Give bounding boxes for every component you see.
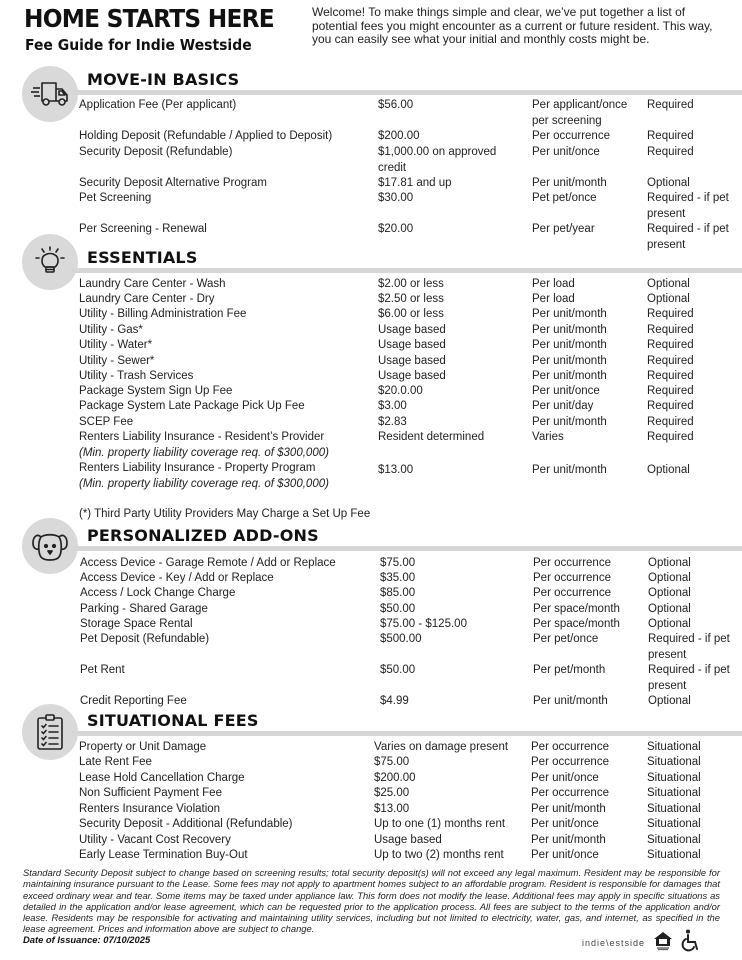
section-divider: [72, 731, 742, 736]
fee-name: Parking - Shared Garage: [80, 603, 208, 615]
fee-amount: $75.00 - $125.00: [380, 618, 467, 630]
fee-status: Required - if pet present: [648, 633, 730, 661]
fee-status: Required: [647, 431, 694, 443]
page-subtitle: Fee Guide for Indie Westside: [25, 36, 252, 54]
fee-frequency: Per unit/month: [532, 464, 607, 476]
fee-frequency: Per unit/month: [531, 803, 606, 815]
fee-frequency: Per unit/once: [531, 849, 599, 861]
fee-note: (Min. property liability coverage req. of $300,000): [79, 477, 329, 490]
fee-amount: $50.00: [380, 664, 416, 676]
fee-name: Pet Rent: [80, 664, 125, 676]
footer-logos: [582, 931, 701, 955]
section-title: SITUATIONAL FEES: [87, 711, 259, 730]
fee-name: Utility - Gas*: [79, 324, 143, 336]
fee-frequency: Per unit/month: [532, 324, 607, 336]
fee-name: Early Lease Termination Buy-Out: [79, 849, 248, 861]
fee-frequency: Per unit/month: [532, 339, 607, 351]
fee-frequency: Per load: [532, 293, 575, 305]
fee-amount: Varies on damage present: [374, 741, 509, 753]
fee-amount: $500.00: [380, 633, 422, 645]
page-header: [0, 0, 742, 60]
fee-name: Late Rent Fee: [79, 756, 152, 768]
fee-frequency: Per pet/once: [533, 633, 599, 645]
fee-name: Utility - Water*: [79, 339, 153, 351]
fee-status: Situational: [647, 834, 701, 846]
fee-name: Access / Lock Change Charge: [80, 587, 236, 599]
fee-status: Optional: [647, 278, 690, 290]
fee-frequency: Varies: [532, 431, 564, 443]
fee-status: Situational: [647, 741, 701, 753]
fee-status: Optional: [647, 177, 690, 189]
fee-amount: $2.00 or less: [378, 278, 444, 290]
fee-status: Required: [647, 355, 694, 367]
fee-frequency: Per occurrence: [531, 741, 609, 753]
fee-amount: $75.00: [374, 756, 410, 768]
fee-status: Situational: [647, 787, 701, 799]
fee-name: Access Device - Key / Add or Replace: [80, 572, 274, 584]
fee-status: Required: [647, 370, 694, 382]
fee-amount: Usage based: [374, 834, 442, 846]
fee-frequency: Per space/month: [533, 618, 620, 630]
fee-name-text: Renters Liability Insurance - Property Program: [79, 462, 316, 474]
fee-name: Per Screening - Renewal: [79, 223, 207, 235]
fee-status: Optional: [648, 557, 691, 569]
disclaimer-text: Standard Security Deposit subject to change based on screening results; total security deposit(s) will not exceed any legal maximum. Resident may be responsible for maintaining insurance pursuant to the Lease. Some fees may not apply to apartment homes subject to an affordable program. Resident is responsible for damages that exceed ordinary wear and tear. Some items may be taxed under appliance law. This form does not modify the lease. Additional fees may apply in specific situations as detailed in the application and/or lease agreement, which can be requested prior to the application process. All fees are subject to the terms of the application and/or lease. Residents may be responsible for activating and maintaining utility services, including but not limited to electricity, water, gas, and internet, as specified in the lease agreement. Prices and information above are subject to change.: [23, 867, 720, 935]
fee-amount: $75.00: [380, 557, 416, 569]
fee-status: Required: [647, 146, 694, 158]
fee-status: Situational: [647, 756, 701, 768]
fee-status: Required: [647, 416, 694, 428]
section-divider: [72, 90, 742, 95]
fee-name: Laundry Care Center - Dry: [79, 293, 215, 305]
fee-frequency: Per occurrence: [533, 557, 611, 569]
section-title: ESSENTIALS: [87, 248, 198, 267]
fee-frequency: Per unit/once: [531, 818, 599, 830]
welcome-text: Welcome! To make things simple and clear, we’ve put together a list of potential fees you might encounter as a current or future resident. This way, you can easily see what your initial and monthly costs might be.: [312, 5, 713, 46]
fee-name: Security Deposit - Additional (Refundable): [79, 818, 293, 830]
fee-amount: Resident determined: [378, 431, 485, 443]
fee-frequency: Per space/month: [533, 603, 620, 615]
fee-name: [79, 430, 369, 461]
fee-name: Credit Reporting Fee: [80, 695, 187, 707]
fee-frequency: Per unit/once: [531, 772, 599, 784]
fee-name-text: Renters Liability Insurance - Resident’s Provider: [79, 431, 325, 443]
clipboard-checklist-icon: [22, 704, 78, 760]
fee-amount: Usage based: [378, 324, 446, 336]
fee-status: Required: [647, 339, 694, 351]
fee-status: Required: [647, 385, 694, 397]
fee-status: Optional: [648, 695, 691, 707]
indie-westside-logo: indie\estside: [582, 938, 646, 948]
page-title: HOME STARTS HERE: [24, 4, 274, 33]
issuance-date: Date of Issuance: 07/10/2025: [23, 934, 151, 945]
fee-amount: $56.00: [378, 99, 414, 111]
utility-footnote: (*) Third Party Utility Providers May Charge a Set Up Fee: [79, 508, 371, 520]
fee-amount: $20.0.00: [378, 385, 423, 397]
fee-amount: $20.00: [378, 223, 414, 235]
fee-amount: $17.81 and up: [378, 177, 452, 189]
section-title: PERSONALIZED ADD-ONS: [87, 526, 319, 545]
truck-icon: [22, 66, 78, 122]
fee-name: Lease Hold Cancellation Charge: [79, 772, 245, 784]
fee-name: Access Device - Garage Remote / Add or Replace: [80, 557, 336, 569]
fee-status: Required - if pet present: [648, 664, 730, 692]
fee-amount: $1,000.00 on approved credit: [378, 146, 497, 174]
fee-frequency: Per occurrence: [533, 587, 611, 599]
section-divider: [72, 268, 742, 273]
fee-name: Security Deposit (Refundable): [79, 146, 233, 158]
fee-status: Optional: [648, 603, 691, 615]
fee-frequency: Per load: [532, 278, 575, 290]
fee-amount: Usage based: [378, 355, 446, 367]
fee-amount: Usage based: [378, 339, 446, 351]
fee-frequency: Per unit/month: [532, 355, 607, 367]
section-title: MOVE-IN BASICS: [87, 70, 240, 89]
fee-amount: $50.00: [380, 603, 416, 615]
fee-amount: $6.00 or less: [378, 308, 444, 320]
fee-amount: $35.00: [380, 572, 416, 584]
fee-name: Utility - Trash Services: [79, 370, 194, 382]
fee-amount: Usage based: [378, 370, 446, 382]
fee-amount: Up to one (1) months rent: [374, 818, 506, 830]
fee-frequency: Per unit/month: [532, 416, 607, 428]
fee-status: Required: [647, 400, 694, 412]
fee-name: Renters Insurance Violation: [79, 803, 221, 815]
fee-name: Package System Late Package Pick Up Fee: [79, 400, 305, 412]
fee-frequency: Per unit/once: [532, 385, 600, 397]
fee-status: Required: [647, 324, 694, 336]
fee-status: Required: [647, 308, 694, 320]
fee-amount: $2.50 or less: [378, 293, 444, 305]
fee-frequency: Per pet/month: [533, 664, 606, 676]
fee-amount: $25.00: [374, 787, 410, 799]
fee-frequency: Per occurrence: [531, 787, 609, 799]
fee-frequency: Per unit/month: [531, 834, 606, 846]
fee-name: Utility - Billing Administration Fee: [79, 308, 247, 320]
equal-housing-opportunity-icon: [653, 931, 673, 956]
lightbulb-icon: [22, 234, 78, 290]
fee-status: Optional: [648, 572, 691, 584]
fee-frequency: Per unit/month: [532, 177, 607, 189]
fee-name: SCEP Fee: [79, 416, 134, 428]
fee-frequency: Per occurrence: [532, 130, 610, 142]
fee-name: Storage Space Rental: [80, 618, 193, 630]
fee-name: Utility - Sewer*: [79, 355, 155, 367]
fee-status: Required: [647, 99, 694, 111]
fee-name: Utility - Vacant Cost Recovery: [79, 834, 231, 846]
fee-status: Required - if pet present: [647, 192, 729, 220]
fee-amount: $2.83: [378, 416, 407, 428]
fee-amount: $3.00: [378, 400, 407, 412]
dog-icon: [22, 518, 78, 574]
fee-amount: $4.99: [380, 695, 409, 707]
fee-name: [79, 461, 369, 492]
fee-status: Required: [647, 130, 694, 142]
fee-amount: $200.00: [374, 772, 416, 784]
fee-frequency: Per unit/month: [533, 695, 608, 707]
fee-frequency: Per unit/day: [532, 400, 594, 412]
fee-amount: $30.00: [378, 192, 414, 204]
fee-amount: $13.00: [374, 803, 410, 815]
fee-status: Required - if pet present: [647, 223, 729, 251]
section-divider: [72, 546, 742, 551]
fee-status: Optional: [648, 618, 691, 630]
fee-name: Security Deposit Alternative Program: [79, 177, 267, 189]
fee-frequency: Pet pet/once: [532, 192, 597, 204]
fee-frequency: Per pet/year: [532, 223, 595, 235]
fee-frequency: Per unit/month: [532, 370, 607, 382]
fee-name: Pet Deposit (Refundable): [80, 633, 210, 645]
fee-frequency: Per unit/once: [532, 146, 600, 158]
fee-amount: $85.00: [380, 587, 416, 599]
fee-amount: $13.00: [378, 464, 414, 476]
fee-name: Property or Unit Damage: [79, 741, 207, 753]
fee-frequency: Per occurrence: [531, 756, 609, 768]
accessibility-wheelchair-icon: [681, 929, 701, 958]
fee-status: Situational: [647, 849, 701, 861]
fee-status: Optional: [647, 464, 690, 476]
fee-frequency: Per unit/month: [532, 308, 607, 320]
fee-note: (Min. property liability coverage req. of $300,000): [79, 446, 329, 459]
fee-name: Laundry Care Center - Wash: [79, 278, 226, 290]
fee-frequency: Per occurrence: [533, 572, 611, 584]
fee-frequency: Per applicant/once per screening: [532, 99, 628, 127]
fee-status: Optional: [648, 587, 691, 599]
fee-status: Situational: [647, 803, 701, 815]
fee-status: Situational: [647, 818, 701, 830]
fee-name: Application Fee (Per applicant): [79, 99, 237, 111]
fee-name: Package System Sign Up Fee: [79, 385, 233, 397]
fee-name: Non Sufficient Payment Fee: [79, 787, 222, 799]
fee-amount: $200.00: [378, 130, 420, 142]
fee-amount: Up to two (2) months rent: [374, 849, 504, 861]
fee-status: Situational: [647, 772, 701, 784]
fee-name: Pet Screening: [79, 192, 152, 204]
fee-name: Holding Deposit (Refundable / Applied to Deposit): [79, 130, 333, 142]
fee-status: Optional: [647, 293, 690, 305]
